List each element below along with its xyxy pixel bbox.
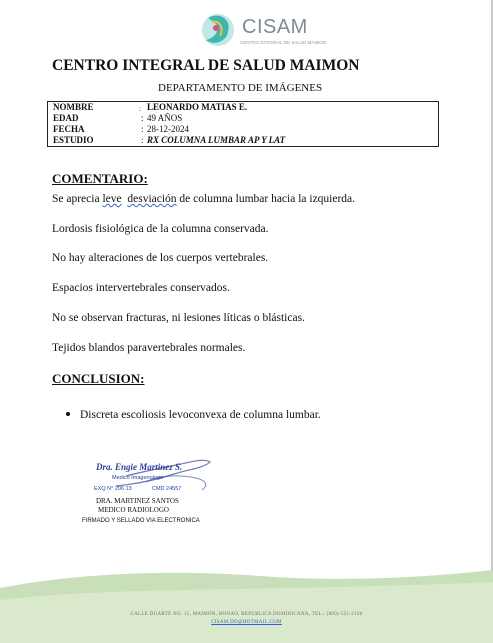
conclusion-heading: CONCLUSION: [52,371,145,386]
age-label: EDAD [53,113,79,123]
comment-line-1-pre: Se aprecia [52,193,103,205]
spellcheck-word-desviacion: desviación [127,193,177,205]
signature-stamp [86,456,216,498]
footer-wave [0,570,493,643]
conclusion-item-text: Discreta escoliosis levoconvexa de columna lumbar. [80,409,321,421]
logo-wordmark: CISAM [242,16,308,38]
footer-address: CALLE DUARTE NO. 15, MAIMÓN, BONAO, REPUBLICA DOMINICANA, TEL.: (809)-551-2196 [130,612,363,617]
patient-info-box [47,101,439,147]
study-label: ESTUDIO [53,135,94,145]
stamp-title: Medico Imagenologo [112,475,164,481]
comment-line-4: Espacios intervertebrales conservados. [52,282,230,294]
stamp-cmd: CMD 24557 [152,486,182,492]
signer-role: MEDICO RADIOLOGO [98,506,169,514]
comment-line-2: Lordosis fisiológica de la columna conservada. [52,223,269,235]
study-value: RX COLUMNA LUMBAR AP Y LAT [147,135,286,145]
age-value: 49 AÑOS [147,113,183,123]
comment-line-1-post: de columna lumbar hacia la izquierda. [176,193,356,205]
signature-note: FIRMADO Y SELLADO VIA ELECTRONICA [82,518,200,524]
comment-line-3: No hay alteraciones de los cuerpos vertebrales. [52,252,269,264]
name-colon: : [139,105,141,113]
signer-name: DRA. MARTINEZ SANTOS [96,497,179,505]
spellcheck-word-leve: leve [102,193,122,205]
center-title: CENTRO INTEGRAL DE SALUD MAIMON [52,57,360,74]
comment-heading: COMENTARIO: [52,171,148,186]
comment-line-1 [52,193,355,205]
comment-line-6: Tejidos blandos paravertebrales normales. [52,342,246,354]
name-label: NOMBRE [53,102,94,112]
conclusion-item [66,409,321,421]
date-label: FECHA [53,124,85,134]
date-colon: : [141,124,144,134]
age-colon: : [141,113,144,123]
stamp-name: Dra. Engie Martinez S. [96,462,183,472]
logo-subtext: CENTRO INTEGRAL DE SALUD MAIMON [240,40,327,45]
footer-email-link[interactable]: CISAM.DO@HOTMAIL.COM [211,620,282,625]
study-colon: : [141,135,144,145]
name-value: LEONARDO MATIAS E. [147,102,248,112]
bullet-icon [66,412,70,416]
department-title: DEPARTAMENTO DE IMÁGENES [158,82,323,94]
date-value: 28-12-2024 [147,124,189,134]
comment-line-5: No se observan fracturas, ni lesiones líticas o blásticas. [52,312,305,324]
stamp-exq: EXQ N° 206 13 [94,486,132,492]
